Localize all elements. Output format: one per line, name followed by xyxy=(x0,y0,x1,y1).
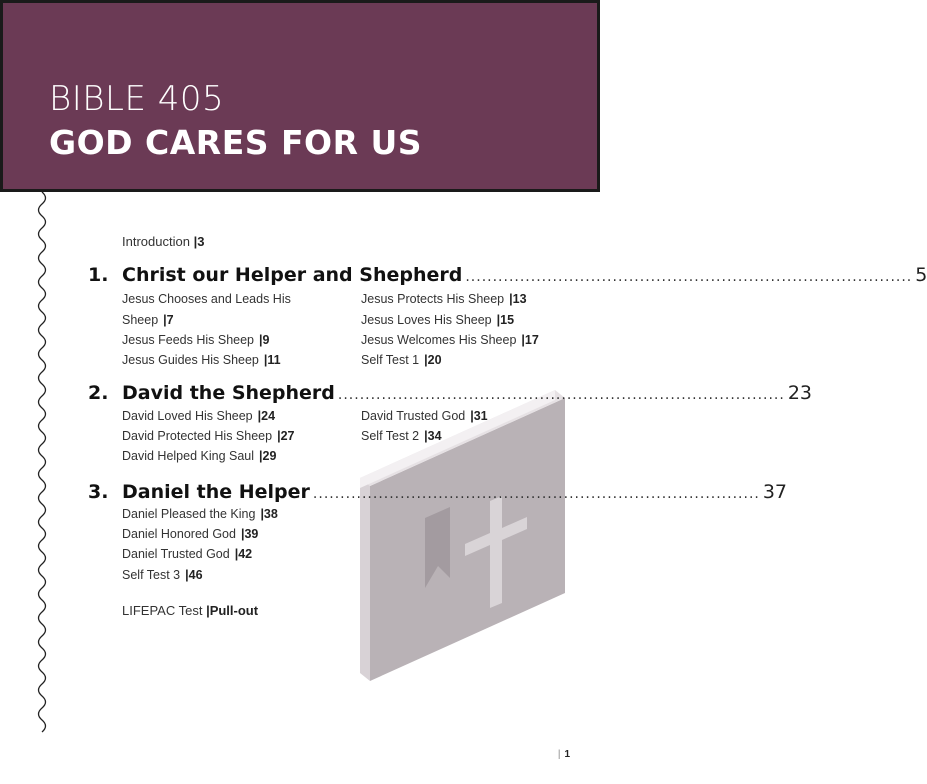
lesson-item[interactable] xyxy=(361,313,514,328)
lifepac-test-entry[interactable] xyxy=(122,603,258,618)
lesson-label: Jesus Guides His Sheep xyxy=(122,353,259,367)
introduction-entry[interactable] xyxy=(122,234,204,249)
bible-book-icon xyxy=(330,378,580,698)
lesson-item[interactable] xyxy=(361,353,442,368)
lesson-label: Jesus Chooses and Leads His xyxy=(122,292,291,306)
introduction-label: Introduction xyxy=(122,234,190,249)
lifepac-test-label: LIFEPAC Test xyxy=(122,603,203,618)
lesson-page: |24 xyxy=(257,409,276,423)
lesson-item[interactable] xyxy=(122,547,252,562)
lesson-label: David Loved His Sheep xyxy=(122,409,253,423)
unit-title: GOD CARES FOR US xyxy=(49,123,423,162)
lesson-item[interactable] xyxy=(122,353,281,368)
lesson-label: Daniel Honored God xyxy=(122,527,236,541)
lesson-item[interactable] xyxy=(122,292,291,307)
lifepac-test-page: |Pull-out xyxy=(206,603,259,618)
lesson-page: |7 xyxy=(163,313,174,327)
dot-leader: .................................................................................. xyxy=(465,269,913,285)
lesson-label: David Protected His Sheep xyxy=(122,429,273,443)
footer-divider: | xyxy=(557,749,561,760)
lesson-label: Jesus Protects His Sheep xyxy=(361,292,505,306)
lesson-label: Daniel Trusted God xyxy=(122,547,230,561)
section-3-title: Daniel the Helper xyxy=(122,481,310,503)
section-3-page: 37 xyxy=(762,481,788,503)
section-1-page: 5 xyxy=(915,264,927,286)
lesson-item[interactable] xyxy=(361,292,527,307)
wavy-border-line xyxy=(30,192,54,732)
lesson-label: Sheep xyxy=(122,313,159,327)
lesson-item[interactable] xyxy=(361,409,488,424)
lesson-item[interactable] xyxy=(122,409,275,424)
lesson-page: |15 xyxy=(496,313,515,327)
dot-leader: .................................................................................. xyxy=(312,486,760,502)
lesson-page: |29 xyxy=(259,449,277,463)
lesson-item[interactable] xyxy=(361,333,539,348)
section-2-number: 2. xyxy=(88,382,109,404)
lesson-page: |9 xyxy=(259,333,270,347)
section-1-heading[interactable] xyxy=(122,264,927,286)
section-2-heading[interactable] xyxy=(122,382,813,404)
lesson-label: Daniel Pleased the King xyxy=(122,507,256,521)
lesson-page: |13 xyxy=(509,292,527,306)
lesson-label: Jesus Loves His Sheep xyxy=(361,313,492,327)
lesson-page: |17 xyxy=(521,333,539,347)
section-1-number: 1. xyxy=(88,264,109,286)
lesson-label: David Trusted God xyxy=(361,409,466,423)
lesson-page: |39 xyxy=(240,527,259,541)
section-3-number: 3. xyxy=(88,481,109,503)
page-footer xyxy=(558,749,570,760)
lesson-label: Self Test 2 xyxy=(361,429,420,443)
lesson-page: |31 xyxy=(470,409,488,423)
lesson-item[interactable] xyxy=(122,449,276,464)
introduction-page: |3 xyxy=(193,234,205,249)
lesson-label: Jesus Feeds His Sheep xyxy=(122,333,255,347)
section-3-heading[interactable] xyxy=(122,481,788,503)
lesson-page: |11 xyxy=(263,353,281,367)
lesson-item[interactable] xyxy=(122,313,174,328)
lesson-page: |38 xyxy=(260,507,278,521)
lesson-page: |20 xyxy=(424,353,442,367)
dot-leader: .................................................................................. xyxy=(337,387,785,403)
page-number: 1 xyxy=(564,749,570,760)
lesson-label: Self Test 3 xyxy=(122,568,181,582)
lesson-item[interactable] xyxy=(122,568,203,583)
lesson-page: |27 xyxy=(277,429,295,443)
lesson-page: |46 xyxy=(185,568,203,582)
lesson-item[interactable] xyxy=(361,429,442,444)
lesson-label: Jesus Welcomes His Sheep xyxy=(361,333,517,347)
lesson-item[interactable] xyxy=(122,429,295,444)
lesson-page: |42 xyxy=(234,547,253,561)
lesson-item[interactable] xyxy=(122,333,269,348)
title-banner xyxy=(0,0,600,192)
lesson-label: Self Test 1 xyxy=(361,353,420,367)
course-subject: BIBLE 405 xyxy=(49,79,225,119)
section-2-title: David the Shepherd xyxy=(122,382,335,404)
lesson-item[interactable] xyxy=(122,527,258,542)
section-2-page: 23 xyxy=(787,382,813,404)
section-1-title: Christ our Helper and Shepherd xyxy=(122,264,463,286)
lesson-page: |34 xyxy=(424,429,442,443)
lesson-item[interactable] xyxy=(122,507,278,522)
lesson-label: David Helped King Saul xyxy=(122,449,255,463)
